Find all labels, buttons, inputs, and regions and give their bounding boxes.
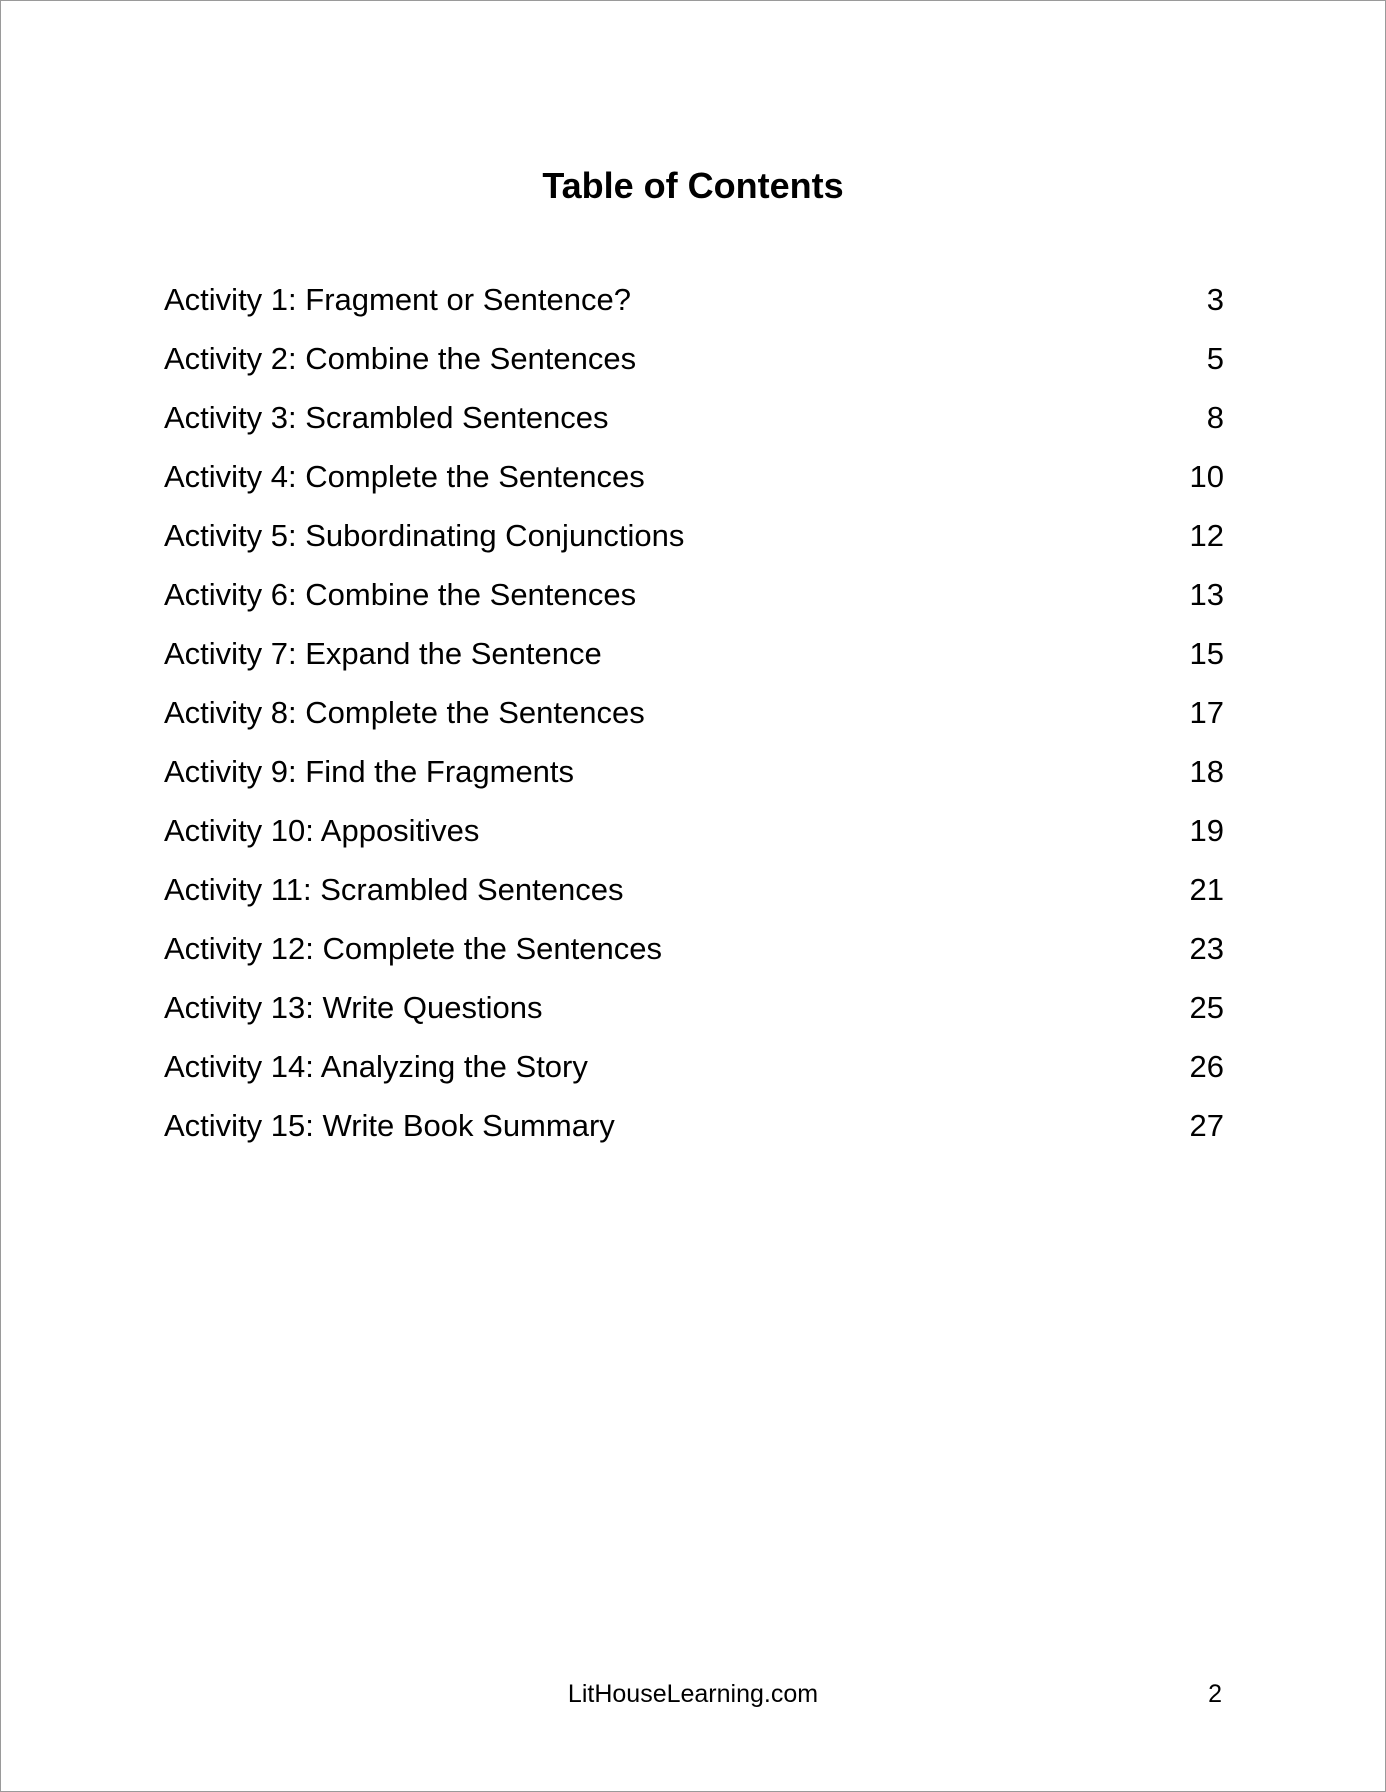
- toc-entry: [164, 1043, 1224, 1102]
- toc-entry: [164, 807, 1224, 866]
- toc-entry: [164, 689, 1224, 748]
- footer-site-name: LitHouseLearning.com: [567, 1680, 819, 1708]
- toc-entry-page: 5: [1206, 341, 1224, 376]
- toc-entry-label: Activity 11: Scrambled Sentences: [164, 872, 624, 907]
- toc-entry-label: Activity 1: Fragment or Sentence?: [164, 282, 631, 317]
- toc-entry-label: Activity 5: Subordinating Conjunctions: [164, 518, 685, 553]
- toc-entry-page: 18: [1189, 754, 1224, 789]
- toc-entry-label: Activity 15: Write Book Summary: [164, 1108, 615, 1143]
- toc-entry-label: Activity 13: Write Questions: [164, 990, 543, 1025]
- toc-entry: [164, 925, 1224, 984]
- toc-entry-page: 17: [1189, 695, 1224, 730]
- toc-entry-page: 23: [1189, 931, 1224, 966]
- table-of-contents: [164, 276, 1224, 1161]
- toc-entry-label: Activity 4: Complete the Sentences: [164, 459, 645, 494]
- footer-page-number: 2: [1208, 1680, 1222, 1708]
- toc-entry-page: 8: [1206, 400, 1224, 435]
- toc-entry-page: 25: [1189, 990, 1224, 1025]
- toc-entry: [164, 453, 1224, 512]
- toc-entry: [164, 276, 1224, 335]
- toc-entry: [164, 571, 1224, 630]
- toc-entry-page: 26: [1189, 1049, 1224, 1084]
- toc-entry-page: 15: [1189, 636, 1224, 671]
- toc-entry-label: Activity 10: Appositives: [164, 813, 480, 848]
- toc-entry-label: Activity 8: Complete the Sentences: [164, 695, 645, 730]
- toc-entry-page: 10: [1189, 459, 1224, 494]
- toc-entry-page: 13: [1189, 577, 1224, 612]
- toc-entry-page: 21: [1189, 872, 1224, 907]
- page-title: Table of Contents: [542, 165, 844, 206]
- toc-entry-label: Activity 3: Scrambled Sentences: [164, 400, 609, 435]
- toc-entry: [164, 512, 1224, 571]
- toc-entry: [164, 984, 1224, 1043]
- toc-entry-label: Activity 9: Find the Fragments: [164, 754, 575, 789]
- toc-entry: [164, 866, 1224, 925]
- toc-entry-label: Activity 14: Analyzing the Story: [164, 1049, 588, 1084]
- toc-entry: [164, 394, 1224, 453]
- toc-entry: [164, 748, 1224, 807]
- toc-entry-label: Activity 12: Complete the Sentences: [164, 931, 662, 966]
- toc-entry-page: 3: [1206, 282, 1224, 317]
- toc-entry: [164, 335, 1224, 394]
- toc-entry-label: Activity 6: Combine the Sentences: [164, 577, 637, 612]
- toc-entry-page: 12: [1189, 518, 1224, 553]
- toc-entry-page: 27: [1189, 1108, 1224, 1143]
- toc-entry-label: Activity 7: Expand the Sentence: [164, 636, 602, 671]
- toc-entry-page: 19: [1189, 813, 1224, 848]
- toc-entry-label: Activity 2: Combine the Sentences: [164, 341, 637, 376]
- toc-entry: [164, 1102, 1224, 1161]
- toc-entry: [164, 630, 1224, 689]
